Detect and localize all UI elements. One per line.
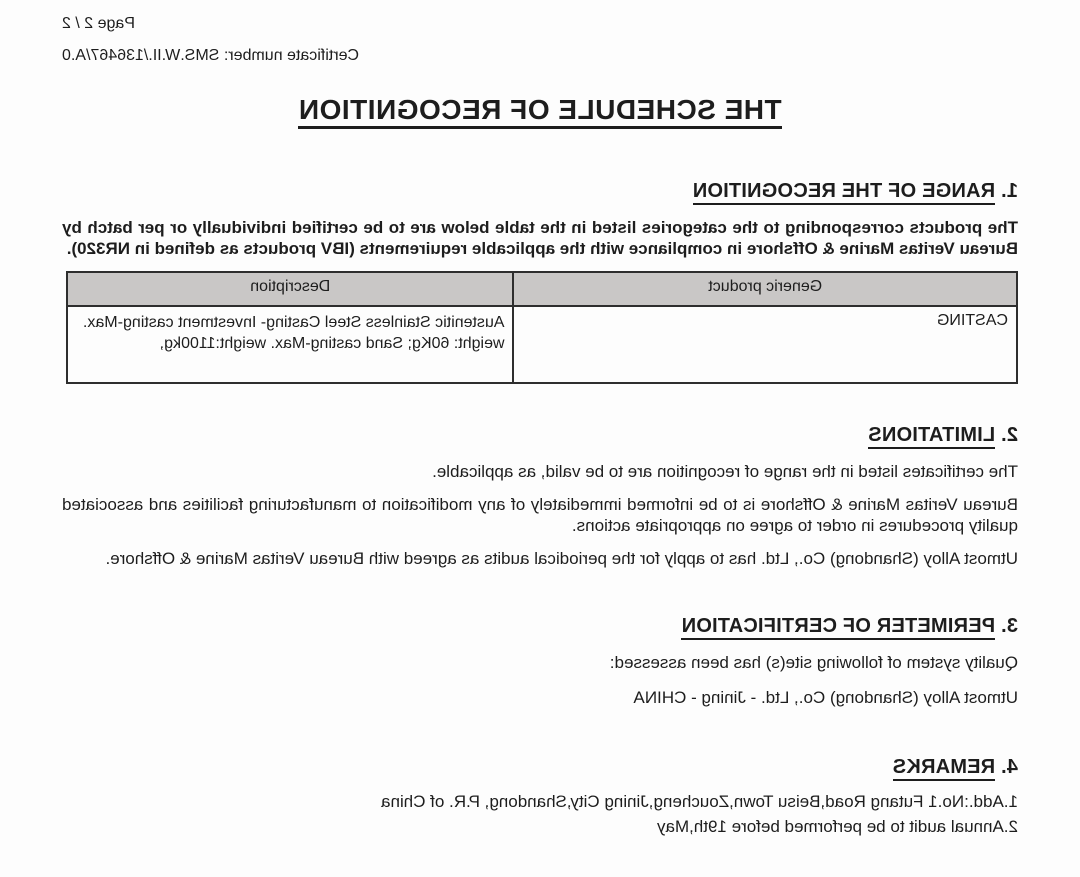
table-header-description: Description [67, 272, 514, 306]
certificate-number-label: Certificate number: [223, 47, 360, 64]
section-4-title: REMARKS [893, 756, 996, 781]
page-meta [0, 0, 1080, 66]
document-title: THE SCHEDULE OF RECOGNITION [0, 94, 1080, 126]
perimeter-paragraph-1: Quality system of following site(s) has been assessed: [609, 653, 1018, 672]
remarks-line-1: 1.Add.:No.1 Futang Road,Beisu Town,Zoucheng,Jining City,Shandong, P.R. of China [381, 792, 1018, 811]
remarks-line-2: 2.Annual audit to be performed before 19th,May [656, 817, 1018, 836]
section-3-heading [62, 615, 1018, 638]
section-2-title: LIMITATIONS [868, 424, 995, 449]
section-3-number: 3. [1000, 615, 1018, 637]
section-2-number: 2. [1000, 424, 1018, 446]
section-3-title: PERIMETER OF CERTIFICATION [681, 615, 995, 640]
range-intro-paragraph: The products corresponding to the categories listed in the table below are to be certified individually or per batch by Bureau Veritas Marine & Offshore in compliance with the applicable requirements (IBV products as defined in NR320). [62, 218, 1018, 258]
table-header-generic-product: Generic product [514, 272, 1018, 306]
recognition-table [66, 271, 1018, 384]
generic-product-cell: CASTING [514, 306, 1018, 383]
section-4-heading [62, 756, 1018, 779]
limitations-paragraph-1: The certificates listed in the range of recognition are to be valid, as applicable. [432, 462, 1018, 481]
limitations-paragraph-3: Utmost Alloy (Shandong) Co., Ltd. has to apply for the periodical audits as agreed with Bureau Veritas Marine & Offshore. [105, 549, 1018, 568]
table-header-row [67, 272, 1017, 306]
document-body [0, 180, 1080, 837]
perimeter-paragraph-2: Utmost Alloy (Shandong) Co., Ltd. - Jining - CHINA [633, 688, 1018, 707]
section-2-heading [62, 424, 1018, 447]
section-1-number: 1. [1000, 180, 1018, 202]
page-number: Page 2 / 2 [62, 15, 135, 32]
description-cell: Austenitic Stainless Steel Casting- Investment casting-Max. weight: 60Kg; Sand casting-Max. weight:1100kg, [67, 306, 514, 383]
certificate-number-line [62, 46, 1018, 66]
section-1-heading [62, 180, 1018, 203]
certificate-number-value: SMS.W.II./136467/A.0 [62, 47, 220, 64]
section-1-title: RANGE OF THE RECOGNITION [693, 180, 996, 205]
limitations-paragraph-2: Bureau Veritas Marine & Offshore is to be informed immediately of any modification to manufacturing facilities and associated quality procedures in order to agree on appropriate actions. [62, 495, 1018, 535]
section-4-number: 4. [1000, 756, 1018, 778]
table-row [67, 306, 1017, 383]
